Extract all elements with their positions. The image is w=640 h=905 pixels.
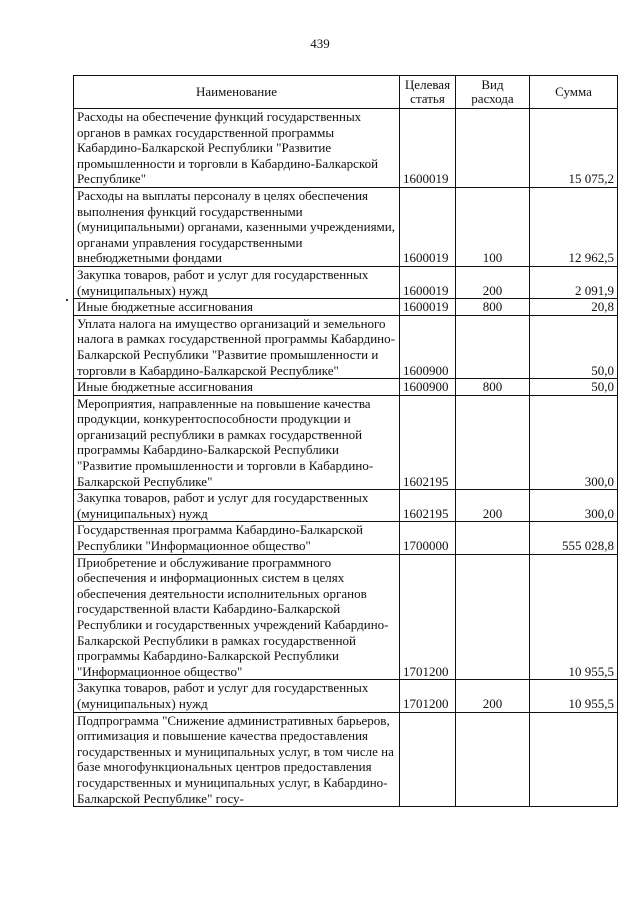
row-target: 1701200 <box>400 554 456 680</box>
row-target: 1600900 <box>400 315 456 378</box>
row-type <box>456 712 530 807</box>
table-row <box>74 395 618 490</box>
row-sum: 300,0 <box>530 395 618 490</box>
table-row <box>74 680 618 712</box>
header-target-line2: статья <box>410 91 445 106</box>
row-type <box>456 522 530 554</box>
table-row <box>74 109 618 188</box>
row-type <box>456 554 530 680</box>
row-sum: 10 955,5 <box>530 680 618 712</box>
table-row <box>74 490 618 522</box>
row-name: Расходы на выплаты персоналу в целях обеспечения выполнения функций государственными (муниципальными) органами, казенными учреждениями, органами управления государственными внебюджетными фондами <box>74 187 400 266</box>
table-row <box>74 315 618 378</box>
row-name: Расходы на обеспечение функций государственных органов в рамках государственной программы Кабардино-Балкарской Республики "Развитие промышленности и торговли в Кабардино-Балкарской Республике" <box>74 109 400 188</box>
row-name: Закупка товаров, работ и услуг для государственных (муниципальных) нужд <box>74 490 400 522</box>
table-header <box>74 76 618 109</box>
row-target: 1600019 <box>400 266 456 298</box>
row-target: 1600019 <box>400 187 456 266</box>
row-sum: 50,0 <box>530 315 618 378</box>
header-target <box>400 76 456 109</box>
row-name: Приобретение и обслуживание программного обеспечения и информационных систем в целях обеспечения деятельности исполнительных органов государственной власти Кабардино-Балкарской Республики и государственных учреждений Кабардино-Балкарской Республики в рамках государственной программы Кабардино-Балкарской Республики "Информационное общество" <box>74 554 400 680</box>
row-type: 800 <box>456 299 530 316</box>
row-name: Закупка товаров, работ и услуг для государственных (муниципальных) нужд <box>74 266 400 298</box>
row-sum: 20,8 <box>530 299 618 316</box>
header-row <box>74 76 618 109</box>
row-target: 1600019 <box>400 109 456 188</box>
row-type: 200 <box>456 680 530 712</box>
table-row <box>74 187 618 266</box>
row-type: 200 <box>456 490 530 522</box>
header-sum: Сумма <box>530 76 618 109</box>
table-row <box>74 266 618 298</box>
row-type <box>456 395 530 490</box>
row-target: 1600019 <box>400 299 456 316</box>
row-sum: 15 075,2 <box>530 109 618 188</box>
budget-table <box>73 75 618 807</box>
row-type: 800 <box>456 379 530 396</box>
row-sum <box>530 712 618 807</box>
row-target <box>400 712 456 807</box>
row-target: 1701200 <box>400 680 456 712</box>
row-name: Иные бюджетные ассигнования <box>74 379 400 396</box>
table-row <box>74 522 618 554</box>
row-sum: 2 091,9 <box>530 266 618 298</box>
row-name: Иные бюджетные ассигнования <box>74 299 400 316</box>
row-name: Государственная программа Кабардино-Балкарской Республики "Информационное общество" <box>74 522 400 554</box>
row-target: 1602195 <box>400 395 456 490</box>
row-name: Уплата налога на имущество организаций и земельного налога в рамках государственной программы Кабардино-Балкарской Республики "Развитие промышленности и торговли в Кабардино-Балкарской Республике" <box>74 315 400 378</box>
row-name: Подпрограмма "Снижение административных барьеров, оптимизация и повышение качества предоставления государственных и муниципальных услуг, в том числе на базе многофункциональных центров предоставления государственных и муниципальных услуг, в Кабардино-Балкарской Республике" госу- <box>74 712 400 807</box>
table-row <box>74 554 618 680</box>
scan-speck <box>66 299 68 301</box>
header-name: Наименование <box>74 76 400 109</box>
row-sum: 555 028,8 <box>530 522 618 554</box>
header-type-line1: Вид <box>481 77 504 92</box>
row-type: 100 <box>456 187 530 266</box>
row-type <box>456 315 530 378</box>
row-name: Закупка товаров, работ и услуг для государственных (муниципальных) нужд <box>74 680 400 712</box>
row-sum: 50,0 <box>530 379 618 396</box>
header-type-line2: расхода <box>471 91 514 106</box>
row-sum: 12 962,5 <box>530 187 618 266</box>
row-type: 200 <box>456 266 530 298</box>
table-body <box>74 109 618 807</box>
header-type <box>456 76 530 109</box>
row-sum: 10 955,5 <box>530 554 618 680</box>
row-target: 1600900 <box>400 379 456 396</box>
header-target-line1: Целевая <box>404 77 451 92</box>
row-type <box>456 109 530 188</box>
table-row <box>74 712 618 807</box>
table-row <box>74 299 618 316</box>
row-name: Мероприятия, направленные на повышение качества продукции, конкурентоспособности продукции и организаций республики в рамках государственной программы Кабардино-Балкарской Республики "Развитие промышленности и торговли в Кабардино-Балкарской Республике" <box>74 395 400 490</box>
page-number: 439 <box>310 36 330 51</box>
row-sum: 300,0 <box>530 490 618 522</box>
row-target: 1700000 <box>400 522 456 554</box>
table-row <box>74 379 618 396</box>
row-target: 1602195 <box>400 490 456 522</box>
